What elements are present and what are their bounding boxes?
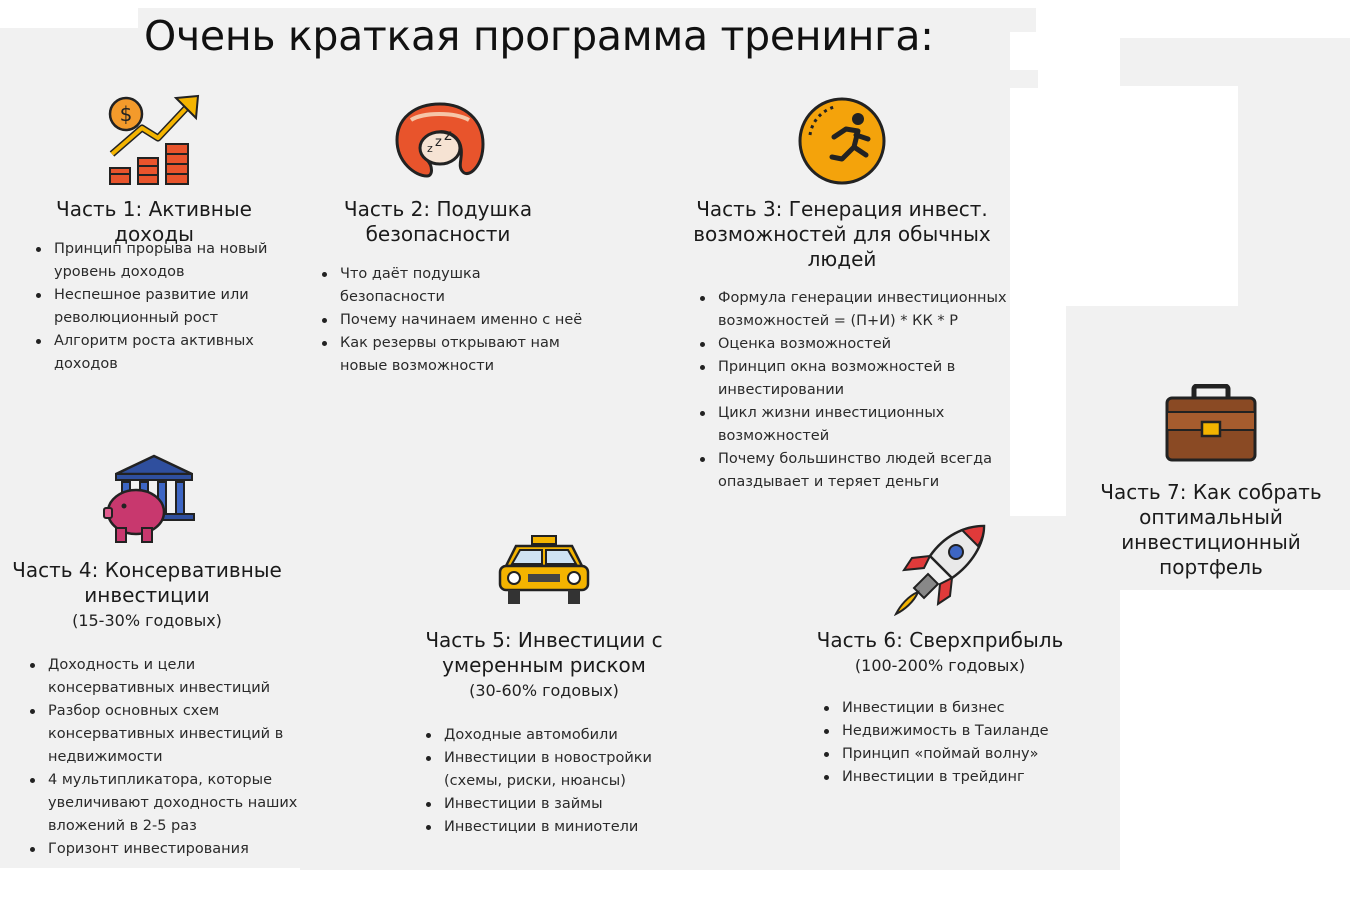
list-item: Что даёт подушка безопасности: [316, 263, 586, 309]
bank-piggy-icon: [102, 454, 196, 546]
part-3-heading: Часть 3: Генерация инвест. возможностей для обычных людей: [693, 197, 991, 271]
part-2-heading: Часть 2: Подушка безопасности: [343, 197, 533, 246]
part-2-bullets: [316, 263, 586, 378]
briefcase-icon: [1164, 384, 1258, 464]
list-item: Формула генерации инвестиционных возможностей = (П+И) * КК * Р: [694, 287, 1008, 333]
list-item: Инвестиции в займы: [420, 793, 682, 816]
part-4-bullets: [24, 654, 302, 861]
svg-text:$: $: [119, 102, 133, 126]
list-item: Недвижимость в Таиланде: [818, 720, 1068, 743]
part-3-bullets: [694, 287, 1008, 494]
part-5-heading: Часть 5: Инвестиции с умеренным риском: [425, 628, 663, 677]
income-growth-icon: [106, 94, 200, 186]
list-item: Цикл жизни инвестиционных возможностей: [694, 402, 1008, 448]
part-5-bullets: [420, 724, 682, 839]
list-item: Доходность и цели консервативных инвестиций: [24, 654, 302, 700]
part-3: [690, 197, 994, 272]
svg-text:z: z: [444, 126, 452, 144]
part-1-bullets: [30, 238, 300, 376]
runner-icon: [796, 95, 888, 187]
list-item: Инвестиции в новостройки (схемы, риски, нюансы): [420, 747, 682, 793]
list-item: Доходные автомобили: [420, 724, 682, 747]
list-item: Неспешное развитие или революционный рост: [30, 284, 300, 330]
list-item: Алгоритм роста активных доходов: [30, 330, 300, 376]
list-item: Принцип прорыва на новый уровень доходов: [30, 238, 300, 284]
part-1-heading: Часть 1: Активные доходы: [56, 197, 252, 246]
list-item: Почему начинаем именно с неё: [316, 309, 586, 332]
part-6-bullets: [818, 697, 1068, 789]
svg-text:z: z: [427, 142, 433, 155]
rocket-icon: [894, 522, 990, 616]
list-item: Как резервы открывают нам новые возможности: [316, 332, 586, 378]
background-panel-corner: [1120, 38, 1350, 86]
list-item: Оценка возможностей: [694, 333, 1008, 356]
part-4: [4, 558, 290, 630]
part-7-heading: Часть 7: Как собрать оптимальный инвестиционный портфель: [1100, 480, 1322, 579]
part-5-subtitle: (30-60% годовых): [469, 681, 619, 700]
list-item: Инвестиции в миниотели: [420, 816, 682, 839]
pillow-icon: [393, 100, 487, 180]
list-item: Инвестиции в бизнес: [818, 697, 1068, 720]
part-4-subtitle: (15-30% годовых): [72, 611, 222, 630]
list-item: Разбор основных схем консервативных инвестиций в недвижимости: [24, 700, 302, 769]
list-item: 4 мультипликатора, которые увеличивают доходность наших вложений в 2-5 раз: [24, 769, 302, 838]
part-6-subtitle: (100-200% годовых): [854, 656, 1026, 675]
background-white-corner: [0, 868, 300, 900]
list-item: Горизонт инвестирования: [24, 838, 302, 861]
page-title: Очень краткая программа тренинга:: [144, 12, 934, 60]
part-6-heading: Часть 6: Сверхприбыль: [816, 628, 1064, 652]
part-2: [318, 197, 558, 247]
taxi-icon: [498, 534, 590, 606]
part-6: [806, 628, 1074, 675]
background-panel-corner-2: [1238, 86, 1350, 306]
background-panel-notch: [1010, 70, 1038, 88]
part-4-heading: Часть 4: Консервативные инвестиции: [12, 558, 282, 607]
list-item: Принцип «поймай волну»: [818, 743, 1068, 766]
list-item: Почему большинство людей всегда опаздывает и теряет деньги: [694, 448, 1008, 494]
part-5: [410, 628, 678, 700]
svg-text:z: z: [435, 135, 442, 150]
list-item: Инвестиции в трейдинг: [818, 766, 1068, 789]
list-item: Принцип окна возможностей в инвестировании: [694, 356, 1008, 402]
part-7: [1092, 480, 1330, 580]
